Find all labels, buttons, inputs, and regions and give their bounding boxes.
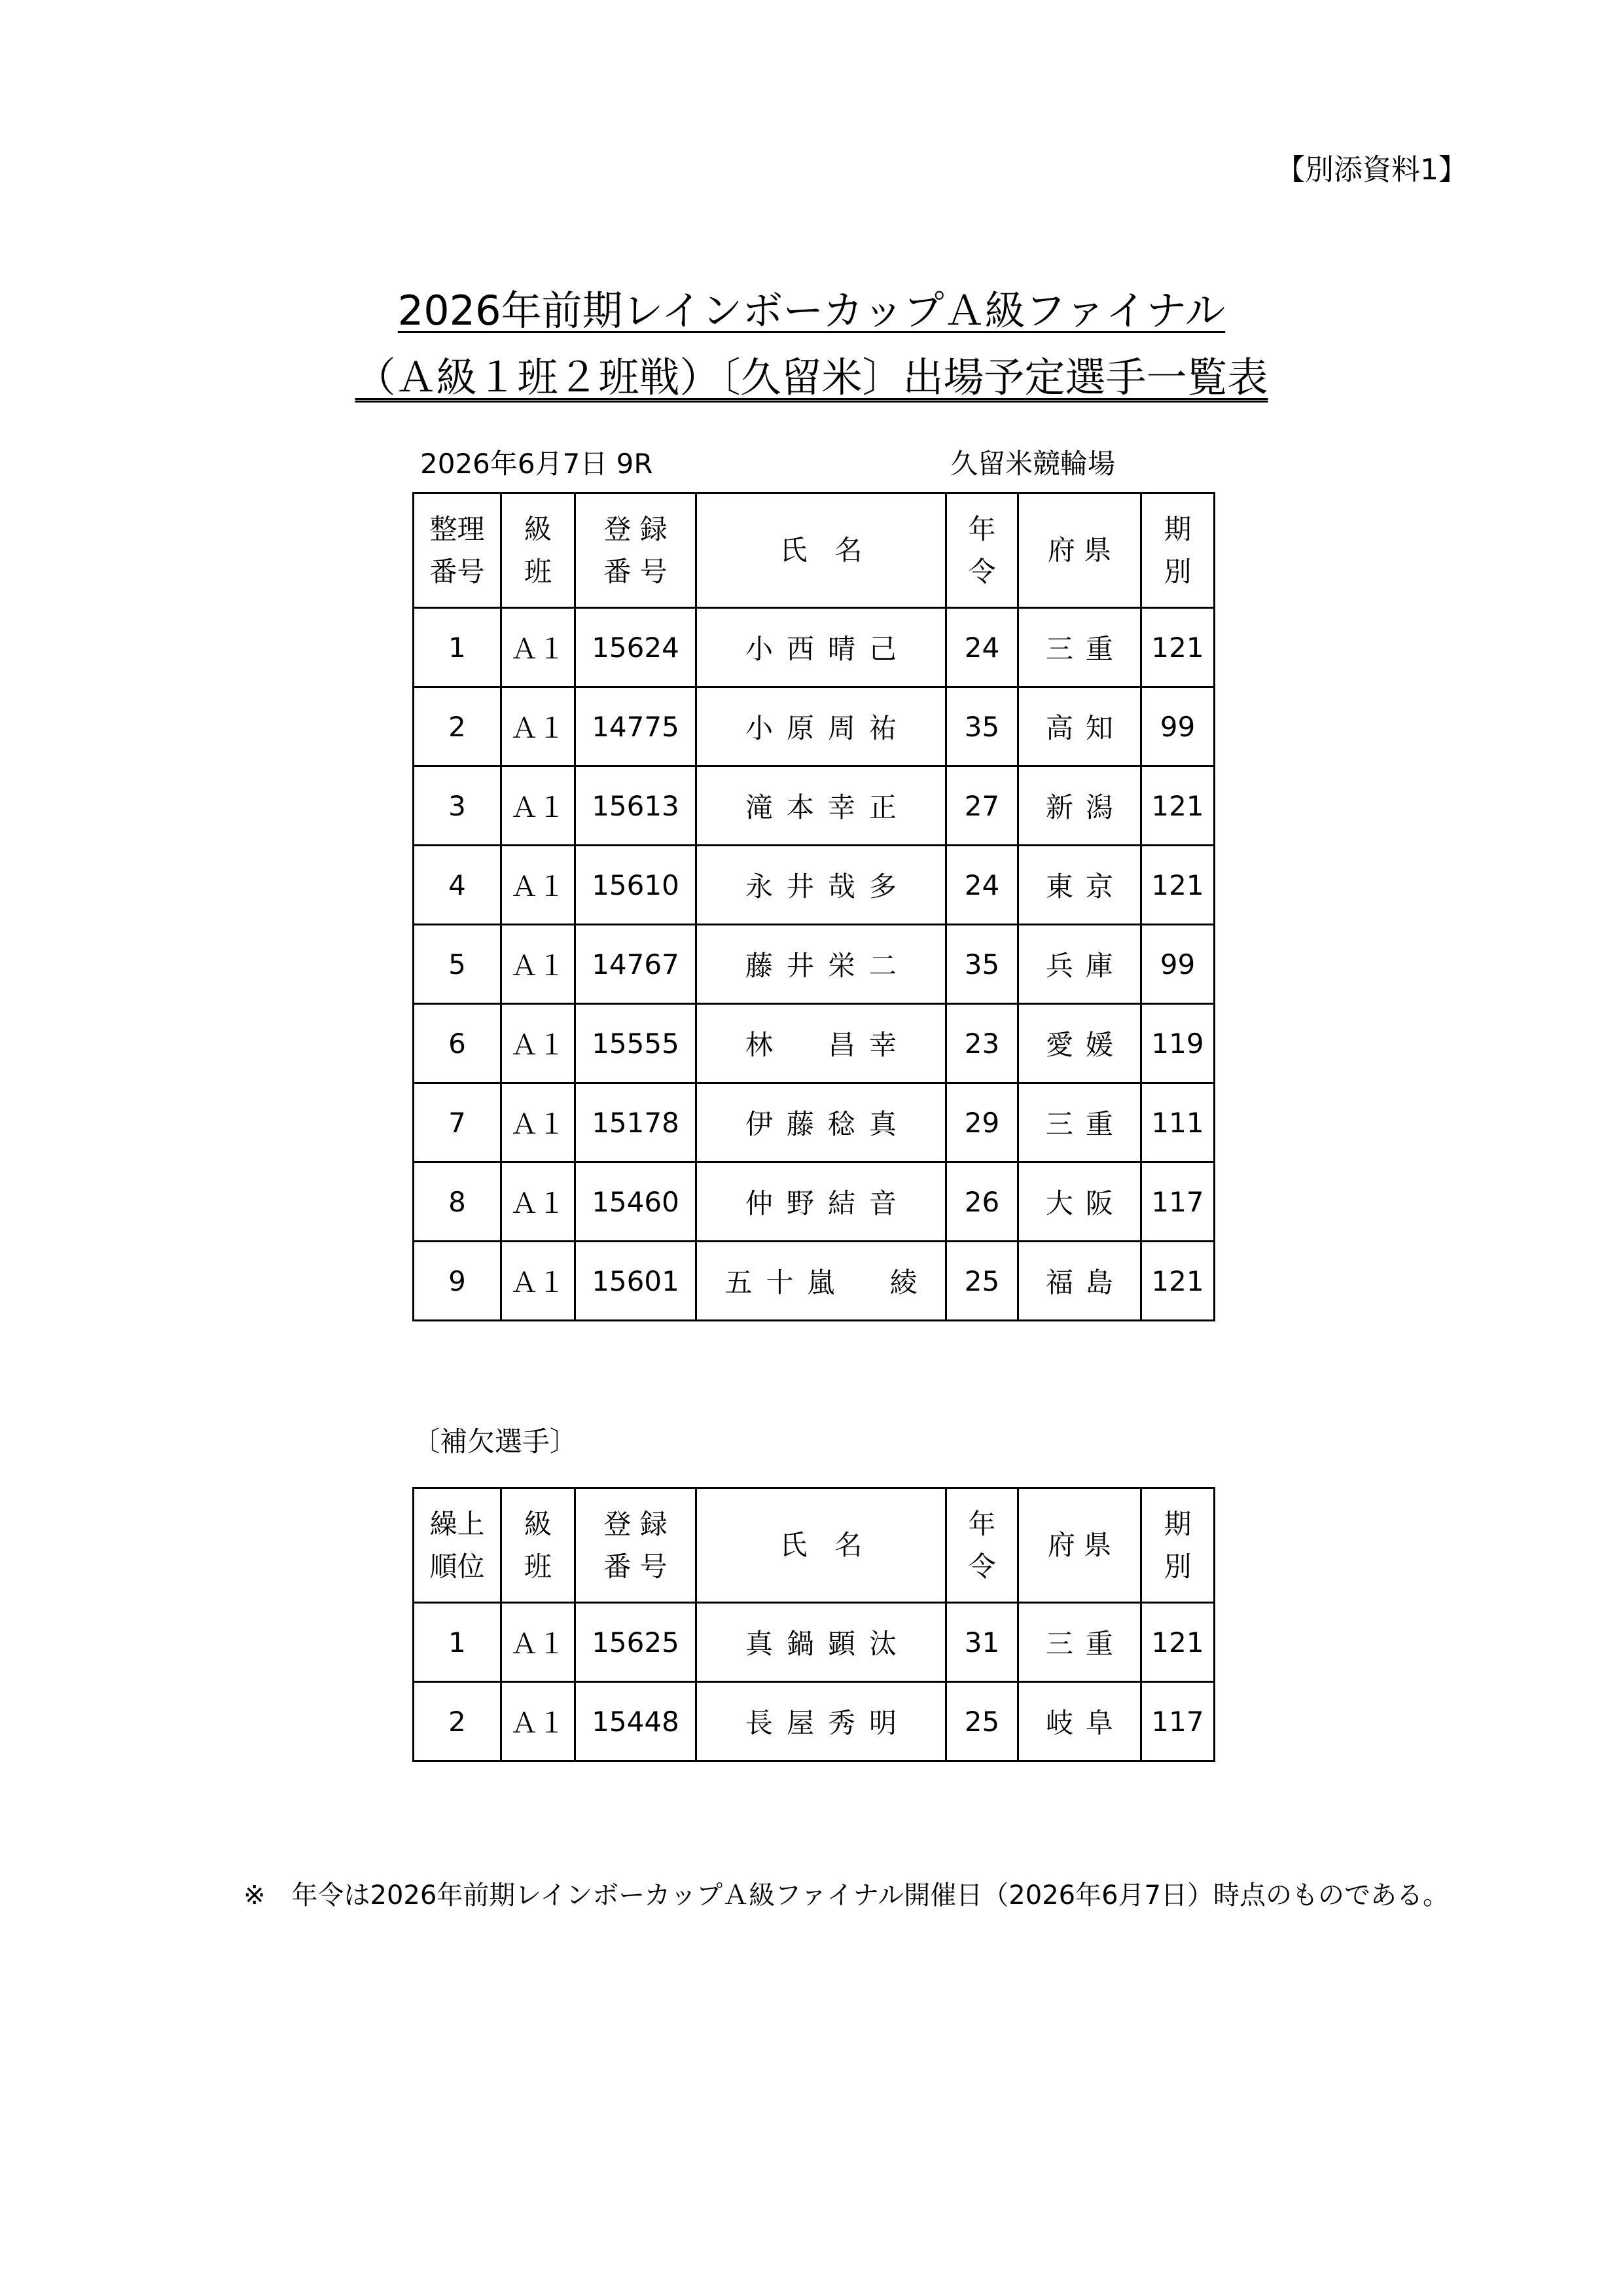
table-cell: 大阪 — [1018, 1162, 1141, 1242]
entry-table — [412, 492, 1215, 1321]
table-cell: 111 — [1141, 1083, 1215, 1162]
reserve-header-pref: 府 県 — [1018, 1488, 1141, 1603]
header-text: 登 録 — [603, 512, 668, 545]
table-cell: 小原周祐 — [696, 687, 946, 766]
reserve-header-reg — [575, 1488, 696, 1603]
table-cell: 愛媛 — [1018, 1004, 1141, 1083]
header-text: 整理 — [429, 512, 485, 545]
table-cell: 7 — [414, 1083, 501, 1162]
header-pref: 府 県 — [1018, 493, 1141, 608]
table-row — [414, 687, 1215, 766]
event-date: 2026年6月7日 9R — [420, 448, 653, 480]
table-row — [414, 925, 1215, 1004]
table-cell: 15624 — [575, 608, 696, 687]
attachment-label: 【別添資料1】 — [1276, 153, 1467, 187]
table-cell: 3 — [414, 766, 501, 846]
header-text: 班 — [524, 1551, 552, 1583]
header-text: 別 — [1164, 1551, 1192, 1583]
document-title-line1 — [0, 287, 1623, 335]
footnote: ※ 年令は2026年前期レインボーカップＡ級ファイナル開催日（2026年6月7日）時点のものである。 — [243, 1880, 1450, 1910]
table-cell: 27 — [946, 766, 1018, 846]
table-row — [414, 766, 1215, 846]
table-cell: 5 — [414, 925, 501, 1004]
header-text: 級 — [524, 512, 552, 545]
table-cell: Ａ１ — [501, 1162, 575, 1242]
reserve-header-class — [501, 1488, 575, 1603]
reserve-header-row — [414, 1488, 1215, 1603]
table-cell: 121 — [1141, 1242, 1215, 1321]
table-cell: 117 — [1141, 1682, 1215, 1761]
header-text: 令 — [968, 556, 996, 588]
header-text: 番号 — [429, 556, 485, 588]
table-cell: Ａ１ — [501, 608, 575, 687]
table-cell: 15601 — [575, 1242, 696, 1321]
table-row — [414, 1162, 1215, 1242]
table-row — [414, 846, 1215, 925]
header-name: 氏 名 — [696, 493, 946, 608]
table-cell: Ａ１ — [501, 1682, 575, 1761]
reserve-table — [412, 1487, 1215, 1762]
table-cell: 14767 — [575, 925, 696, 1004]
table-cell: 119 — [1141, 1004, 1215, 1083]
header-text: 番 号 — [603, 1551, 668, 1583]
reserve-heading: 〔補欠選手〕 — [412, 1426, 578, 1458]
table-cell: Ａ１ — [501, 925, 575, 1004]
table-cell: 小西晴己 — [696, 608, 946, 687]
reserve-header-no — [414, 1488, 501, 1603]
table-cell: 伊藤稔真 — [696, 1083, 946, 1162]
header-text: 班 — [524, 556, 552, 588]
table-cell: 24 — [946, 846, 1018, 925]
table-cell: 15613 — [575, 766, 696, 846]
table-cell: 真鍋顕汰 — [696, 1603, 946, 1682]
table-cell: 三重 — [1018, 608, 1141, 687]
table-cell: 高知 — [1018, 687, 1141, 766]
reserve-header-term — [1141, 1488, 1215, 1603]
table-cell: 15448 — [575, 1682, 696, 1761]
header-text: 順位 — [429, 1551, 485, 1583]
table-cell: 15460 — [575, 1162, 696, 1242]
table-cell: 兵庫 — [1018, 925, 1141, 1004]
table-cell: 25 — [946, 1682, 1018, 1761]
table-cell: 長屋秀明 — [696, 1682, 946, 1761]
header-text: 登 録 — [603, 1507, 668, 1540]
table-cell: Ａ１ — [501, 846, 575, 925]
table-cell: 25 — [946, 1242, 1018, 1321]
table-cell: 林 昌幸 — [696, 1004, 946, 1083]
table-cell: 1 — [414, 608, 501, 687]
title-line1-text: 2026年前期レインボーカップＡ級ファイナル — [397, 287, 1226, 334]
table-cell: 35 — [946, 925, 1018, 1004]
header-text: 年 — [968, 1507, 996, 1540]
header-text: 級 — [524, 1507, 552, 1540]
table-cell: 東京 — [1018, 846, 1141, 925]
table-cell: 99 — [1141, 925, 1215, 1004]
table-cell: 15178 — [575, 1083, 696, 1162]
table-cell: 1 — [414, 1603, 501, 1682]
reserve-header-name: 氏 名 — [696, 1488, 946, 1603]
table-cell: 福島 — [1018, 1242, 1141, 1321]
table-row — [414, 1682, 1215, 1761]
header-text: 別 — [1164, 556, 1192, 588]
table-cell: Ａ１ — [501, 687, 575, 766]
document-title-line2 — [0, 353, 1623, 402]
table-cell: 121 — [1141, 608, 1215, 687]
table-row — [414, 608, 1215, 687]
table-row — [414, 1004, 1215, 1083]
header-reg — [575, 493, 696, 608]
table-cell: 15625 — [575, 1603, 696, 1682]
title-line2-text: （Ａ級１班２班戦）〔久留米〕出場予定選手一覧表 — [355, 353, 1268, 401]
table-row — [414, 1603, 1215, 1682]
table-cell: 121 — [1141, 846, 1215, 925]
table-cell: 2 — [414, 687, 501, 766]
table-row — [414, 1083, 1215, 1162]
table-cell: 121 — [1141, 1603, 1215, 1682]
table-cell: 2 — [414, 1682, 501, 1761]
table-cell: 新潟 — [1018, 766, 1141, 846]
table-cell: Ａ１ — [501, 1083, 575, 1162]
table-cell: 五十嵐 綾 — [696, 1242, 946, 1321]
header-text: 令 — [968, 1551, 996, 1583]
table-cell: 15610 — [575, 846, 696, 925]
table-cell: 8 — [414, 1162, 501, 1242]
header-text: 期 — [1164, 1507, 1192, 1540]
table-cell: 117 — [1141, 1162, 1215, 1242]
table-cell: 24 — [946, 608, 1018, 687]
table-cell: Ａ１ — [501, 1603, 575, 1682]
table-cell: Ａ１ — [501, 766, 575, 846]
table-cell: 26 — [946, 1162, 1018, 1242]
table-row — [414, 1242, 1215, 1321]
table-cell: 121 — [1141, 766, 1215, 846]
table-cell: 35 — [946, 687, 1018, 766]
header-age — [946, 493, 1018, 608]
table-cell: 6 — [414, 1004, 501, 1083]
header-class — [501, 493, 575, 608]
table-cell: 永井哉多 — [696, 846, 946, 925]
table-cell: 9 — [414, 1242, 501, 1321]
table-header-row — [414, 493, 1215, 608]
table-cell: 31 — [946, 1603, 1018, 1682]
table-cell: Ａ１ — [501, 1242, 575, 1321]
table-cell: 滝本幸正 — [696, 766, 946, 846]
table-cell: 23 — [946, 1004, 1018, 1083]
header-term — [1141, 493, 1215, 608]
header-text: 期 — [1164, 512, 1192, 545]
table-cell: 仲野結音 — [696, 1162, 946, 1242]
header-text: 年 — [968, 512, 996, 545]
reserve-header-age — [946, 1488, 1018, 1603]
header-text: 番 号 — [603, 556, 668, 588]
table-cell: 29 — [946, 1083, 1018, 1162]
header-no — [414, 493, 501, 608]
table-cell: 15555 — [575, 1004, 696, 1083]
event-venue: 久留米競輪場 — [950, 448, 1116, 480]
table-cell: 14775 — [575, 687, 696, 766]
table-cell: 藤井栄二 — [696, 925, 946, 1004]
table-cell: 三重 — [1018, 1603, 1141, 1682]
table-cell: 三重 — [1018, 1083, 1141, 1162]
table-cell: 岐阜 — [1018, 1682, 1141, 1761]
table-cell: Ａ１ — [501, 1004, 575, 1083]
header-text: 繰上 — [429, 1507, 485, 1540]
table-cell: 4 — [414, 846, 501, 925]
table-cell: 99 — [1141, 687, 1215, 766]
